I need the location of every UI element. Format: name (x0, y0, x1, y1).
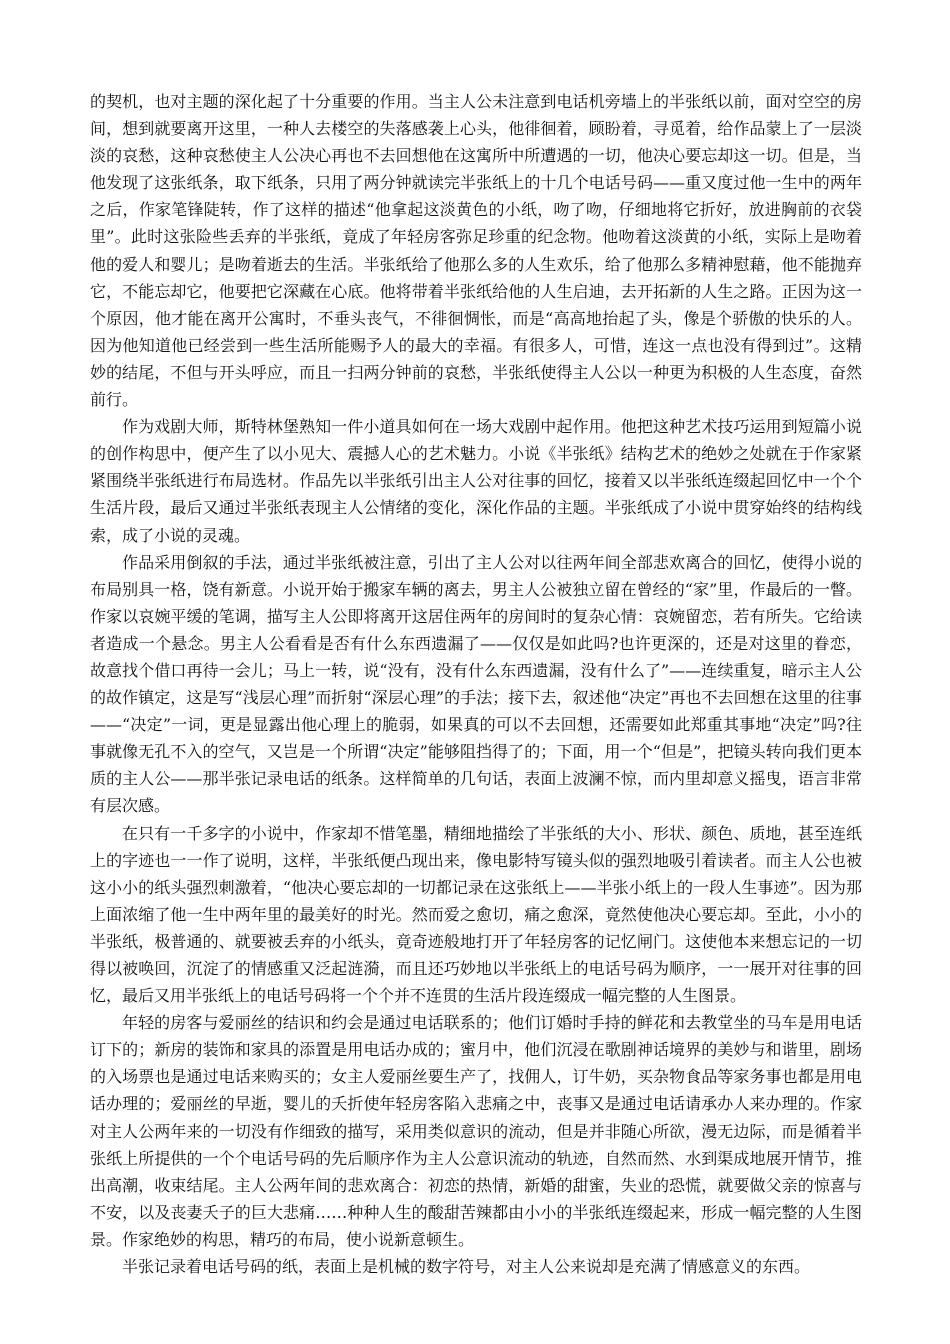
paragraph-4: 在只有一千多字的小说中，作家却不惜笔墨，精细地描绘了半张纸的大小、形状、颜色、质地，甚至连纸上的字迹也一一作了说明，这样，半张纸便凸现出来，像电影特写镜头似的强烈地吸引着读者。而主人公也被这小小的纸头强烈刺激着，“他决心要忘却的一切都记录在这张纸上——半张小纸上的一段人生事迹”。因为那上面浓缩了他一生中两年里的最美好的时光。然而爱之愈切，痛之愈深，竟然使他决心要忘却。至此，小小的半张纸，极普通的、就要被丢弃的小纸头，竟奇迹般地打开了年轻房客的记忆闸门。这使他本来想忘记的一切得以被唤回，沉淀了的情感重又泛起涟漪，而且还巧妙地以半张纸上的电话号码为顺序，一一展开对往事的回忆，最后又用半张纸上的电话号码将一个个并不连贯的生活片段连缀成一幅完整的人生图景。 (90, 823, 862, 1006)
paragraph-6: 半张记录着电话号码的纸，表面上是机械的数字符号，对主人公来说却是充满了情感意义的东西。 (122, 1257, 811, 1277)
paragraph-2: 作为戏剧大师，斯特林堡熟知一件小道具如何在一场大戏剧中起作用。他把这种艺术技巧运用到短篇小说的创作构思中，便产生了以小见大、震撼人心的艺术魅力。小说《半张纸》结构艺术的绝妙之处就在于作家紧紧围绕半张纸进行布局选材。作品先以半张纸引出主人公对往事的回忆，接着又以半张纸连缀起回忆中一个个生活片段，最后又通过半张纸表现主人公情绪的变化，深化作品的主题。半张纸成了小说中贯穿始终的结构线索，成了小说的灵魂。 (90, 417, 862, 545)
paragraph-3: 作品采用倒叙的手法，通过半张纸被注意，引出了主人公对以往两年间全部悲欢离合的回忆，使得小说的布局别具一格，饶有新意。小说开始于搬家车辆的离去，男主人公被独立留在曾经的“家”里，作最后的一瞥。作家以哀婉平缓的笔调，描写主人公即将离开这居住两年的房间时的复杂心情：哀婉留恋，若有所失。它给读者造成一个悬念。男主人公看看是否有什么东西遗漏了——仅仅是如此吗?也许更深的，还是对这里的眷恋，故意找个借口再待一会儿；马上一转，说“没有，没有什么东西遗漏，没有什么了”——连续重复，暗示主人公的故作镇定，这是写“浅层心理”而折射“深层心理”的手法；接下去，叙述他“决定”再也不去回想在这里的往事——“决定”一词，更是显露出他心理上的脆弱，如果真的可以不去回想，还需要如此郑重其事地“决定”吗?往事就像无孔不入的空气，又岂是一个所谓“决定”能够阻挡得了的；下面，用一个“但是”，把镜头转向我们更本质的主人公——那半张记录电话的纸条。这样简单的几句话，表面上波澜不惊，而内里却意义摇曳，语言非常有层次感。 (90, 552, 862, 816)
paragraph-5: 年轻的房客与爱丽丝的结识和约会是通过电话联系的；他们订婚时手持的鲜花和去教堂坐的马车是用电话订下的；新房的装饰和家具的添置是用电话办成的；蜜月中，他们沉浸在歌剧神话境界的美妙与和谐里，剧场的入场票也是通过电话来购买的；女主人爱丽丝要生产了，找佣人，订牛奶，买杂物食品等家务事也都是用电话办理的；爱丽丝的早逝，婴儿的夭折使年轻房客陷入悲痛之中，丧事又是通过电话请承办人来办理的。作家对主人公两年来的一切没有作细致的描写，采用类似意识的流动，但是并非随心所欲，漫无边际，而是循着半张纸上所提供的一个个电话号码的先后顺序作为主人公意识流动的轨迹，自然而然、水到渠成地展开情节，推出高潮，收束结尾。主人公两年间的悲欢离合：初恋的热情，新婚的甜蜜，失业的恐慌，就要做父亲的惊喜与不安，以及丧妻夭子的巨大悲痛……种种人生的酸甜苦辣都由小小的半张纸连缀起来，形成一幅完整的人生图景。作家绝妙的构思，精巧的布局，使小说新意顿生。 (90, 1013, 862, 1249)
paragraph-1: 的契机，也对主题的深化起了十分重要的作用。当主人公未注意到电话机旁墙上的半张纸以前，面对空空的房间，想到就要离开这里，一种人去楼空的失落感袭上心头，他徘徊着，顾盼着，寻觅着，给作品蒙上了一层淡淡的哀愁，这种哀愁使主人公决心再也不去回想他在这寓所中所遭遇的一切，他决心要忘却这一切。但是，当他发现了这张纸条，取下纸条，只用了两分钟就读完半张纸上的十几个电话号码——重又度过他一生中的两年之后，作家笔锋陡转，作了这样的描述“他拿起这淡黄色的小纸，吻了吻，仔细地将它折好，放进胸前的衣袋里”。此时这张险些丢弃的半张纸，竟成了年轻房客弥足珍重的纪念物。他吻着这淡黄的小纸，实际上是吻着他的爱人和婴儿；是吻着逝去的生活。半张纸给了他那么多的人生欢乐，给了他那么多精神慰藉，他不能抛弃它，不能忘却它，他要把它深藏在心底。他将带着半张纸给他的人生启迪，去开拓新的人生之路。正因为这一个原因，他才能在离开公寓时，不垂头丧气，不徘徊惆怅，而是“高高地抬起了头，像是个骄傲的快乐的人。因为他知道他已经尝到一些生活所能赐予人的最大的幸福。有很多人，可惜，连这一点也没有得到过”。这精妙的结尾，不但与开头呼应，而且一扫两分钟前的哀愁，半张纸使得主人公以一种更为积极的人生态度，奋然前行。 (90, 92, 862, 410)
document-page (90, 88, 862, 1280)
